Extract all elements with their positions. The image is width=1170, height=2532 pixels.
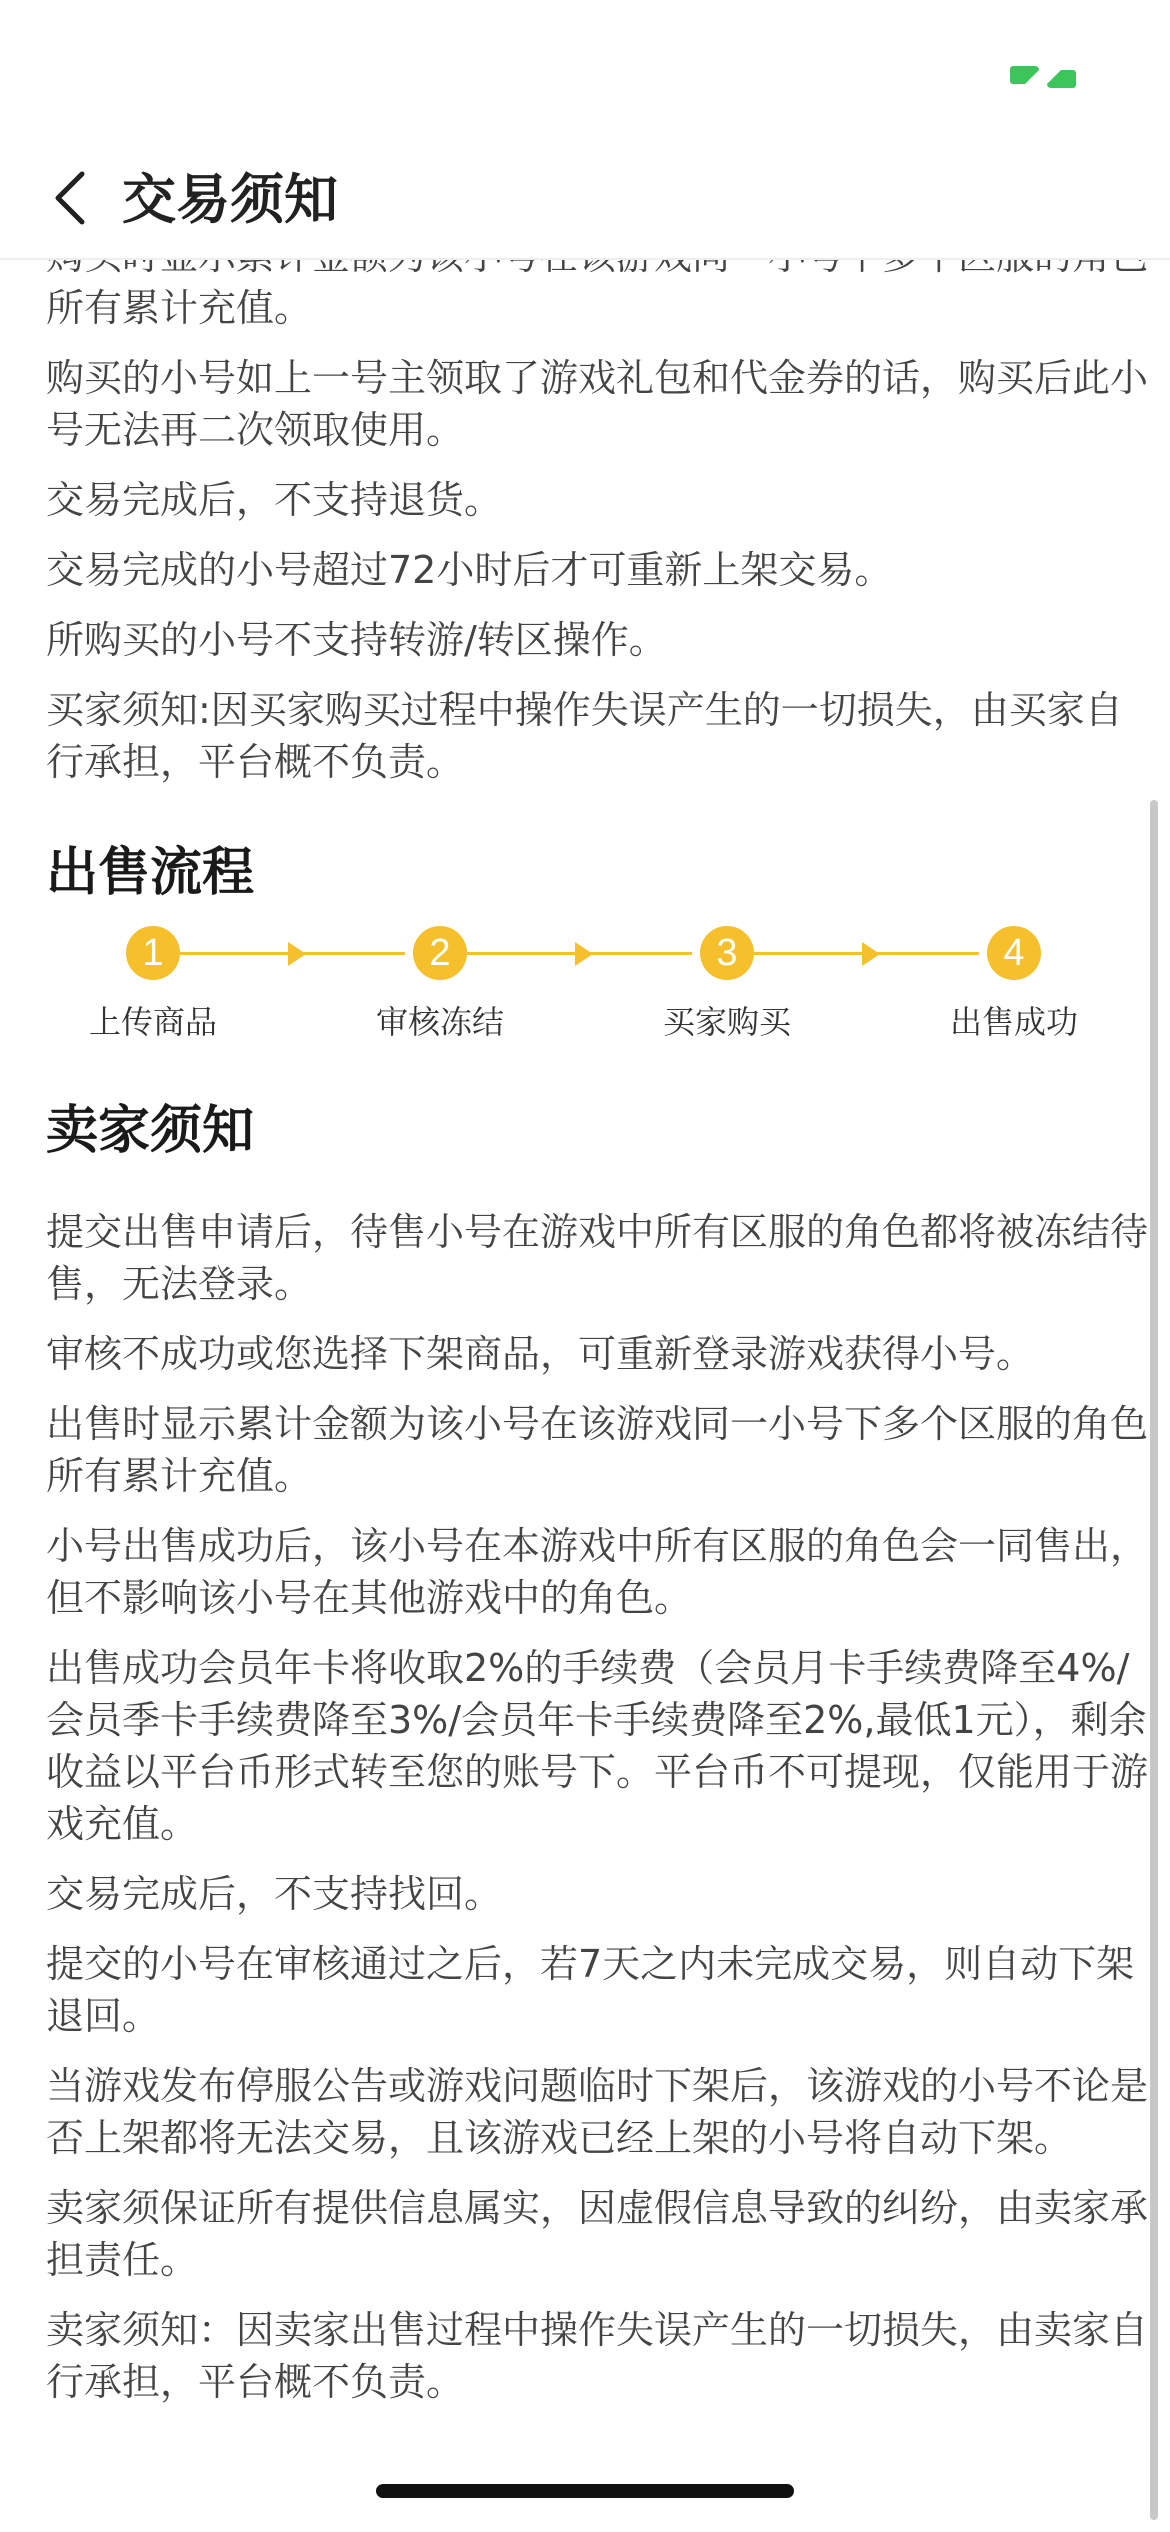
page-title: 交易须知 — [122, 168, 338, 231]
chat-bubbles-icon — [1010, 62, 1076, 92]
seller-rule: 出售成功会员年卡将收取2%的手续费（会员月卡手续费降至4%/会员季卡手续费降至3%/会员年卡手续费降至2%,最低1元），剩余收益以平台币形式转至您的账号下。平台币不可提现，仅能用于游戏充值。 — [46, 1646, 1149, 1846]
seller-rule: 当游戏发布停服公告或游戏问题临时下架后，该游戏的小号不论是否上架都将无法交易，且该游戏已经上架的小号将自动下架。 — [46, 2064, 1149, 2160]
home-indicator[interactable] — [376, 2484, 794, 2498]
buyer-rules-list — [0, 230, 1170, 788]
back-button[interactable] — [40, 168, 100, 228]
seller-rule: 提交的小号在审核通过之后，若7天之内未完成交易，则自动下架退回。 — [46, 1942, 1135, 2038]
sell-process-title: 出售流程 — [46, 843, 255, 903]
arrow-right-icon — [575, 942, 593, 966]
process-step — [53, 926, 253, 1042]
seller-notice-title: 卖家须知 — [46, 1101, 255, 1161]
buyer-rule: 所有累计充值。 — [46, 286, 313, 330]
step-number: 3 — [700, 926, 754, 980]
buyer-rule: 所购买的小号不支持转游/转区操作。 — [46, 618, 667, 662]
step-label: 上传商品 — [88, 1003, 217, 1041]
seller-rule: 出售时显示累计金额为该小号在该游戏同一小号下多个区服的角色所有累计充值。 — [46, 1402, 1149, 1498]
buyer-rule: 买家须知:因买家购买过程中操作失误产生的一切损失，由买家自行承担，平台概不负责。 — [46, 688, 1123, 784]
step-number: 4 — [987, 926, 1041, 980]
nav-header — [0, 140, 1170, 260]
scrollbar[interactable] — [1150, 800, 1158, 2520]
status-bar — [0, 0, 1170, 140]
arrow-right-icon — [862, 942, 880, 966]
buyer-rule: 交易完成后，不支持退货。 — [46, 478, 503, 522]
buyer-rule: 交易完成的小号超过72小时后才可重新上架交易。 — [46, 548, 893, 592]
buyer-rule: 购买的小号如上一号主领取了游戏礼包和代金券的话，购买后此小号无法再二次领取使用。 — [46, 356, 1149, 452]
arrow-right-icon — [288, 942, 306, 966]
seller-rule: 提交出售申请后，待售小号在游戏中所有区服的角色都将被冻结待售，无法登录。 — [46, 1210, 1149, 1306]
seller-rule: 小号出售成功后，该小号在本游戏中所有区服的角色会一同售出，但不影响该小号在其他游戏中的角色。 — [46, 1524, 1149, 1620]
step-label: 买家购买 — [662, 1003, 791, 1041]
scroll-content[interactable] — [0, 260, 1170, 2532]
seller-rule: 卖家须知：因卖家出售过程中操作失误产生的一切损失，由卖家自行承担，平台概不负责。 — [46, 2308, 1149, 2404]
process-step — [627, 926, 827, 1042]
seller-rule: 审核不成功或您选择下架商品，可重新登录游戏获得小号。 — [46, 1332, 1035, 1376]
step-number: 1 — [126, 926, 180, 980]
sell-process-steps — [0, 926, 1170, 1066]
seller-rule: 卖家须保证所有提供信息属实，因虚假信息导致的纠纷，由卖家承担责任。 — [46, 2186, 1149, 2282]
step-label: 出售成功 — [949, 1003, 1078, 1041]
step-label: 审核冻结 — [375, 1003, 504, 1041]
chevron-left-icon — [50, 170, 90, 226]
process-step — [914, 926, 1114, 1042]
seller-rules-list — [0, 1206, 1170, 2408]
process-step — [340, 926, 540, 1042]
step-number: 2 — [413, 926, 467, 980]
seller-rule: 交易完成后，不支持找回。 — [46, 1872, 503, 1916]
